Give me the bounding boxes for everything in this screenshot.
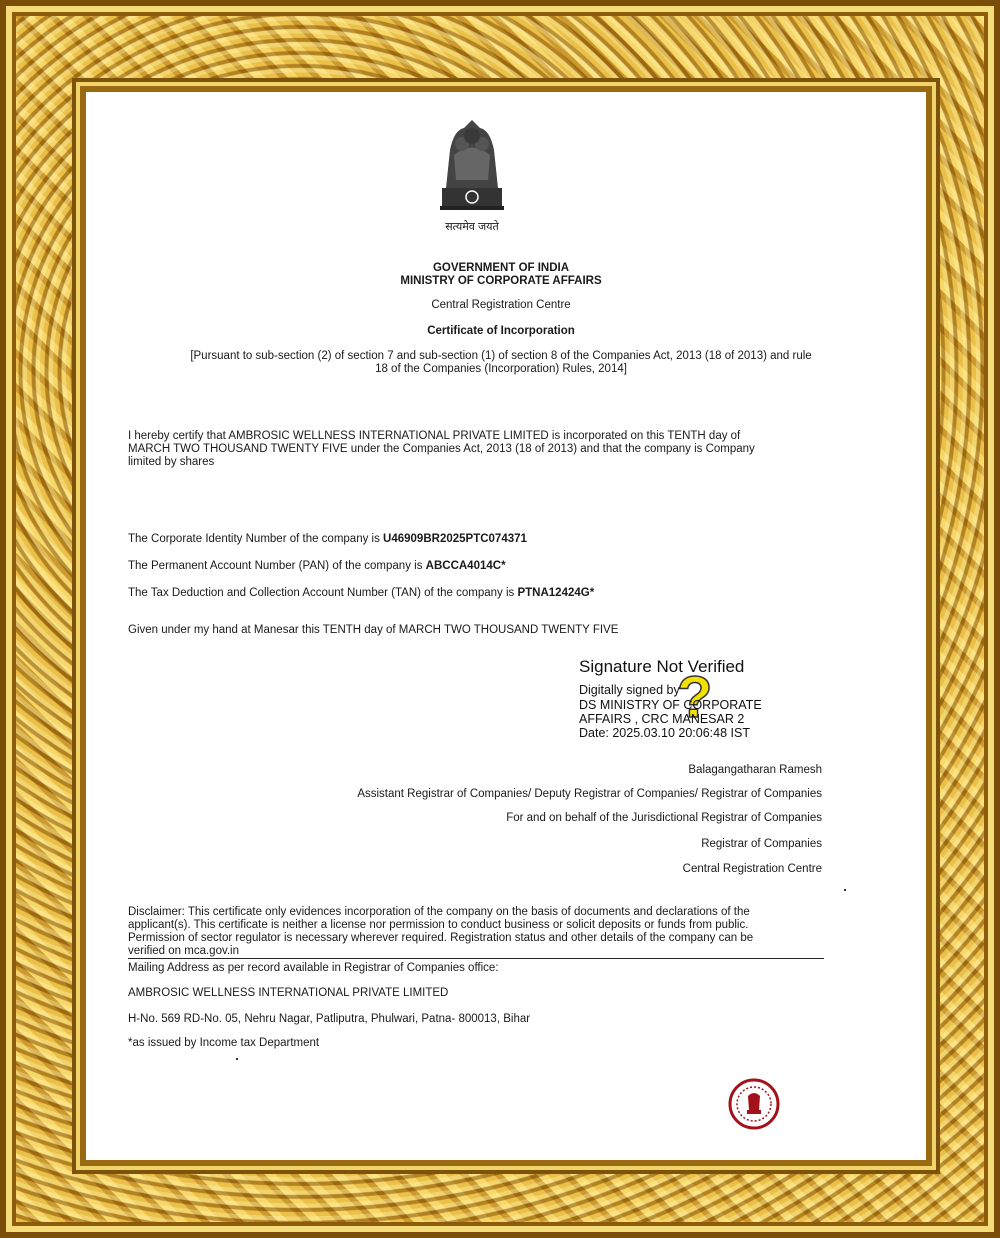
- pursuant-line-1: [Pursuant to sub-section (2) of section 7 and sub-section (1) of section 8 of the Companies Act, 2013 (18 of 2013) and rule: [190, 350, 812, 362]
- tan-row: [128, 587, 594, 600]
- mailing-company: AMBROSIC WELLNESS INTERNATIONAL PRIVATE LIMITED: [128, 987, 449, 999]
- pan-row: [128, 560, 506, 573]
- disclaimer-line-1: Disclaimer: This certificate only evidences incorporation of the company on the basis of documents and declarations of the: [128, 906, 750, 918]
- signature-line-3: AFFAIRS , CRC MANESAR 2: [579, 712, 745, 726]
- mailing-address: H-No. 569 RD-No. 05, Nehru Nagar, Patliputra, Phulwari, Patna- 800013, Bihar: [128, 1013, 531, 1025]
- disclaimer-line-2: applicant(s). This certificate is neither a license nor permission to conduct business or solicit deposits or funds from public.: [128, 919, 749, 931]
- registrar-role: Assistant Registrar of Companies/ Deputy Registrar of Companies/ Registrar of Companies: [357, 788, 822, 800]
- given-under-hand: Given under my hand at Manesar this TENTH day of MARCH TWO THOUSAND TWENTY FIVE: [128, 624, 619, 636]
- signature-line-1: Digitally signed by: [579, 683, 680, 697]
- scan-speck-2: [236, 1058, 238, 1060]
- cin-value: U46909BR2025PTC074371: [383, 533, 527, 545]
- registrar-name: Balagangatharan Ramesh: [688, 764, 822, 776]
- tan-value: PTNA12424G*: [517, 587, 595, 599]
- signature-line-2: DS MINISTRY OF CORPORATE: [579, 698, 762, 712]
- signature-line-4: Date: 2025.03.10 20:06:48 IST: [579, 726, 750, 740]
- government-heading: GOVERNMENT OF INDIA: [432, 262, 570, 274]
- cin-label: The Corporate Identity Number of the company is: [128, 533, 384, 545]
- mca-seal-icon: [728, 1078, 780, 1130]
- signature-status[interactable]: Signature Not Verified: [579, 657, 745, 676]
- ministry-heading: MINISTRY OF CORPORATE AFFAIRS: [400, 275, 602, 287]
- emblem-motto: सत्यमेव जयते: [445, 221, 499, 233]
- mailing-heading: Mailing Address as per record available in Registrar of Companies office:: [128, 962, 499, 974]
- registrar-roc: Registrar of Companies: [701, 838, 822, 850]
- pursuant-line-2: 18 of the Companies (Incorporation) Rules, 2014]: [375, 363, 627, 375]
- disclaimer-divider: [128, 958, 824, 959]
- pan-tan-note: *as issued by Income tax Department: [128, 1037, 320, 1049]
- cin-row: [128, 533, 527, 546]
- certify-line-1: I hereby certify that AMBROSIC WELLNESS INTERNATIONAL PRIVATE LIMITED is incorporated on this TENTH day of: [128, 430, 741, 442]
- certify-line-3: limited by shares: [128, 456, 215, 468]
- certificate-paper: [92, 96, 910, 1146]
- page-title: Certificate of Incorporation: [427, 325, 575, 337]
- signature-unverified-icon[interactable]: ?: [677, 665, 713, 730]
- registrar-behalf: For and on behalf of the Jurisdictional Registrar of Companies: [506, 812, 822, 824]
- tan-label: The Tax Deduction and Collection Account Number (TAN) of the company is: [128, 587, 518, 599]
- national-emblem-icon: [432, 110, 512, 220]
- certify-line-2: MARCH TWO THOUSAND TWENTY FIVE under the Companies Act, 2013 (18 of 2013) and that the company is Company: [128, 443, 755, 455]
- pan-label: The Permanent Account Number (PAN) of the company is: [128, 560, 426, 572]
- office-name: Central Registration Centre: [431, 299, 571, 311]
- pan-value: ABCCA4014C*: [425, 560, 506, 572]
- scan-speck: [844, 889, 846, 891]
- disclaimer-line-4[interactable]: verified on mca.gov.in: [128, 945, 240, 957]
- disclaimer-line-3: Permission of sector regulator is necessary wherever required. Registration status and other details of the company can be: [128, 932, 754, 944]
- registrar-centre: Central Registration Centre: [682, 863, 822, 875]
